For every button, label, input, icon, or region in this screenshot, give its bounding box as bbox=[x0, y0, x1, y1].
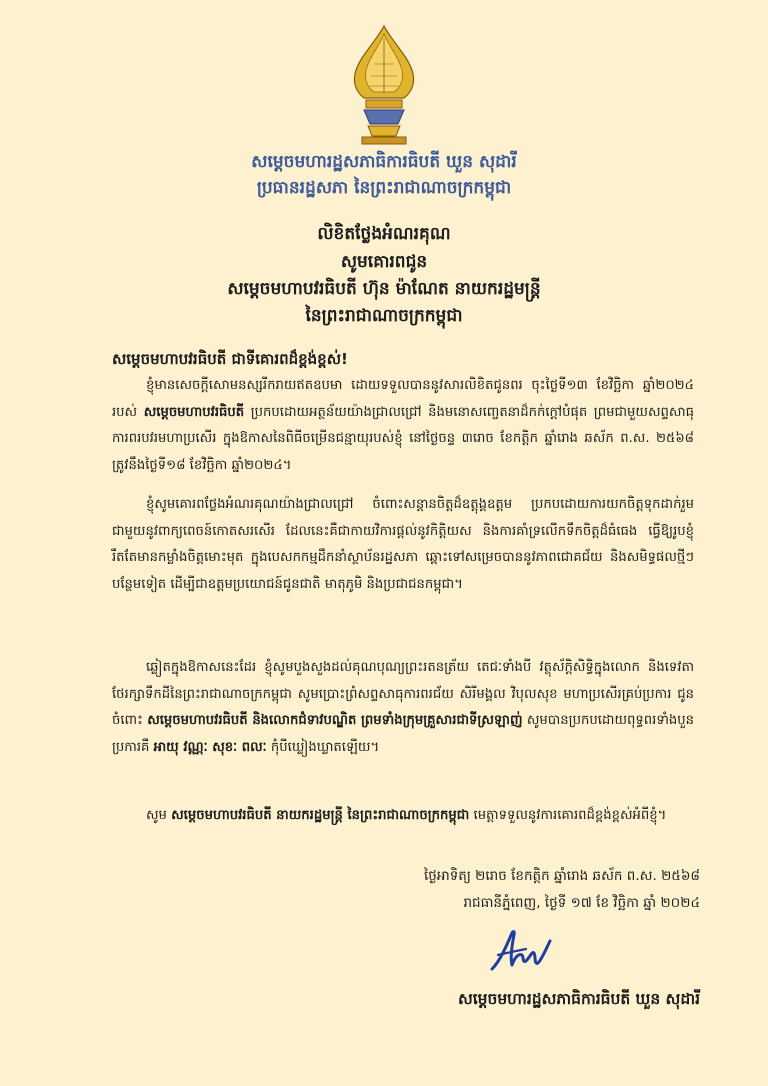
paragraph-3 bbox=[112, 655, 694, 789]
paragraph-3-text-c: សូមបានប្រកបដោយពុទ្ធពរទាំងបួនប្រការគឺ bbox=[112, 713, 694, 755]
paragraph-3-text-e: កុំបីឃ្លៀងឃ្លាតឡើយ។ bbox=[266, 739, 380, 755]
lunar-date: ថ្ងៃអាទិត្យ ២រោច ខែកត្តិក ឆ្នាំរោង ឆស័ក ព.ស. ២៥៦៨ bbox=[424, 868, 700, 884]
paragraph-2: ខ្ញុំសូមគោរពថ្លែងអំណរគុណយ៉ាងជ្រាលជ្រៅ ចំពោះសន្តានចិត្តដ៏ឧត្តុង្គឧត្តម ប្រកបដោយការយកចិត្តទុកដាក់រួមជាមួយនូវពាក្យពេចន៍កោតសរសើរ ដែលនេះគឺជាកាយវិការផ្តល់នូវកិត្តិយស និងការគាំទ្រលើកទឹកចិត្តដ៏ធំធេង ធ្វើឱ្យរូបខ្ញុំរឹតតែមានកម្លាំងចិត្តមោះមុត ក្នុងបេសកកម្មដឹកនាំស្ថាប័នរដ្ឋសភា ឆ្ពោះទៅសម្រេចបាននូវភាពជោគជ័យ និងសមិទ្ធផលថ្មីៗបន្ថែមទៀត ដើម្បីជាឧត្តមប្រយោជន៍ជូនជាតិ មាតុភូមិ និងប្រជាជនកម្ពុជា។ bbox=[112, 497, 694, 592]
paragraph-1 bbox=[112, 373, 694, 485]
addressee-name: សម្តេចមហាបវរធិបតី ហ៊ុន ម៉ាណែត នាយករដ្ឋមន្ត្រី bbox=[227, 279, 541, 299]
paragraph-3-bold-b: សម្តេចមហាបវរធិបតី និងលោកជំទាវបណ្ឌិត ព្រមទាំងក្រុមគ្រួសារជាទីស្រឡាញ់ bbox=[147, 713, 523, 728]
paragraph-3-text-a: ឆ្លៀតក្នុងឱកាសនេះដែរ ខ្ញុំសូមបួងសួងដល់គុណបុណ្យព្រះរតនត្រ័យ តេជៈទាំងបី វត្ថុស័ក្តិសិទ្ធិក្នុងលោក និងទេវតាថែរក្សាទឹកដីនៃព្រះរាជាណាចក្រកម្ពុជា សូមប្រោះព្រំសព្ទសាធុការពរជ័យ សិរីមង្គល វិបុលសុខ មហាប្រសើរគ្រប់ប្រការ ជូនចំពោះ bbox=[112, 660, 694, 728]
paragraph-4-text-c: មេត្តាទទួលនូវការគោរពដ៏ខ្ពង់ខ្ពស់អំពីខ្ញុំ។ bbox=[469, 808, 667, 823]
paragraph-4-text-a: សូម bbox=[146, 808, 172, 823]
salutation: សម្តេចមហាបវរធិបតី ជាទីគោរពដ៏ខ្ពង់ខ្ពស់! bbox=[112, 350, 348, 368]
place-and-date: រាជធានីភ្នំពេញ, ថ្ងៃទី ១៧ ខែ វិច្ឆិកា ឆ្នាំ ២០២៤ bbox=[463, 895, 700, 911]
signer-name: សម្តេចមហារដ្ឋសភាធិការធិបតី ឃួន សុដារី bbox=[457, 990, 700, 1008]
paragraph-4-bold: សម្តេចមហាបវរធិបតី នាយករដ្ឋមន្ត្រី នៃព្រះរាជាណាចក្រកម្ពុជា bbox=[171, 808, 470, 823]
addressee-country: នៃព្រះរាជាណាចក្រកម្ពុជា bbox=[305, 306, 463, 326]
paragraph-1-text-c: ប្រកបដោយអត្ថន័យយ៉ាងជ្រាលជ្រៅ និងមនោសញ្ចេតនាដ៏កក់ក្តៅបំផុត ព្រមជាមួយសព្ទសាធុការពរបវរមហាប្រសើរ ក្នុងឱកាសនៃពិធីចម្រើនជន្មាយុរបស់ខ្ញុំ នៅថ្ងៃចន្ទ ៣រោច ខែកត្តិក ឆ្នាំរោង ឆស័ក ព.ស. ២៥៦៨ ត្រូវនឹងថ្ងៃទី១៨ ខែវិច្ឆិកា ឆ្នាំ២០២៤។ bbox=[112, 404, 694, 473]
letter-title: លិខិតថ្លែងអំណរគុណ bbox=[317, 224, 451, 244]
speaker-title-heading: ប្រធានរដ្ឋសភា នៃព្រះរាជាណាចក្រកម្ពុជា bbox=[256, 178, 512, 198]
national-assembly-emblem-icon bbox=[344, 24, 424, 146]
paragraph-1-bold: សម្តេចមហាបវរធិបតី bbox=[143, 404, 245, 420]
paragraph-4 bbox=[112, 803, 694, 863]
paragraph-1-text-a: ខ្ញុំមានសេចក្តីសោមនស្សរីករាយឥតឧបមា ដោយទទួលបាននូវសារលិខិតជូនពរ ចុះថ្ងៃទី១៣ ខែវិច្ឆិកា ឆ្នាំ២០២៤ របស់ bbox=[112, 378, 694, 420]
speaker-name-heading: សម្តេចមហារដ្ឋសភាធិការធិបតី ឃួន សុដារី bbox=[251, 152, 517, 172]
paragraph-3-bold-d: អាយុ វណ្ណៈ សុខៈ ពលៈ bbox=[153, 739, 267, 755]
addressee-intro: សូមគោរពជូន bbox=[340, 252, 428, 272]
handwritten-signature-icon bbox=[486, 925, 556, 977]
